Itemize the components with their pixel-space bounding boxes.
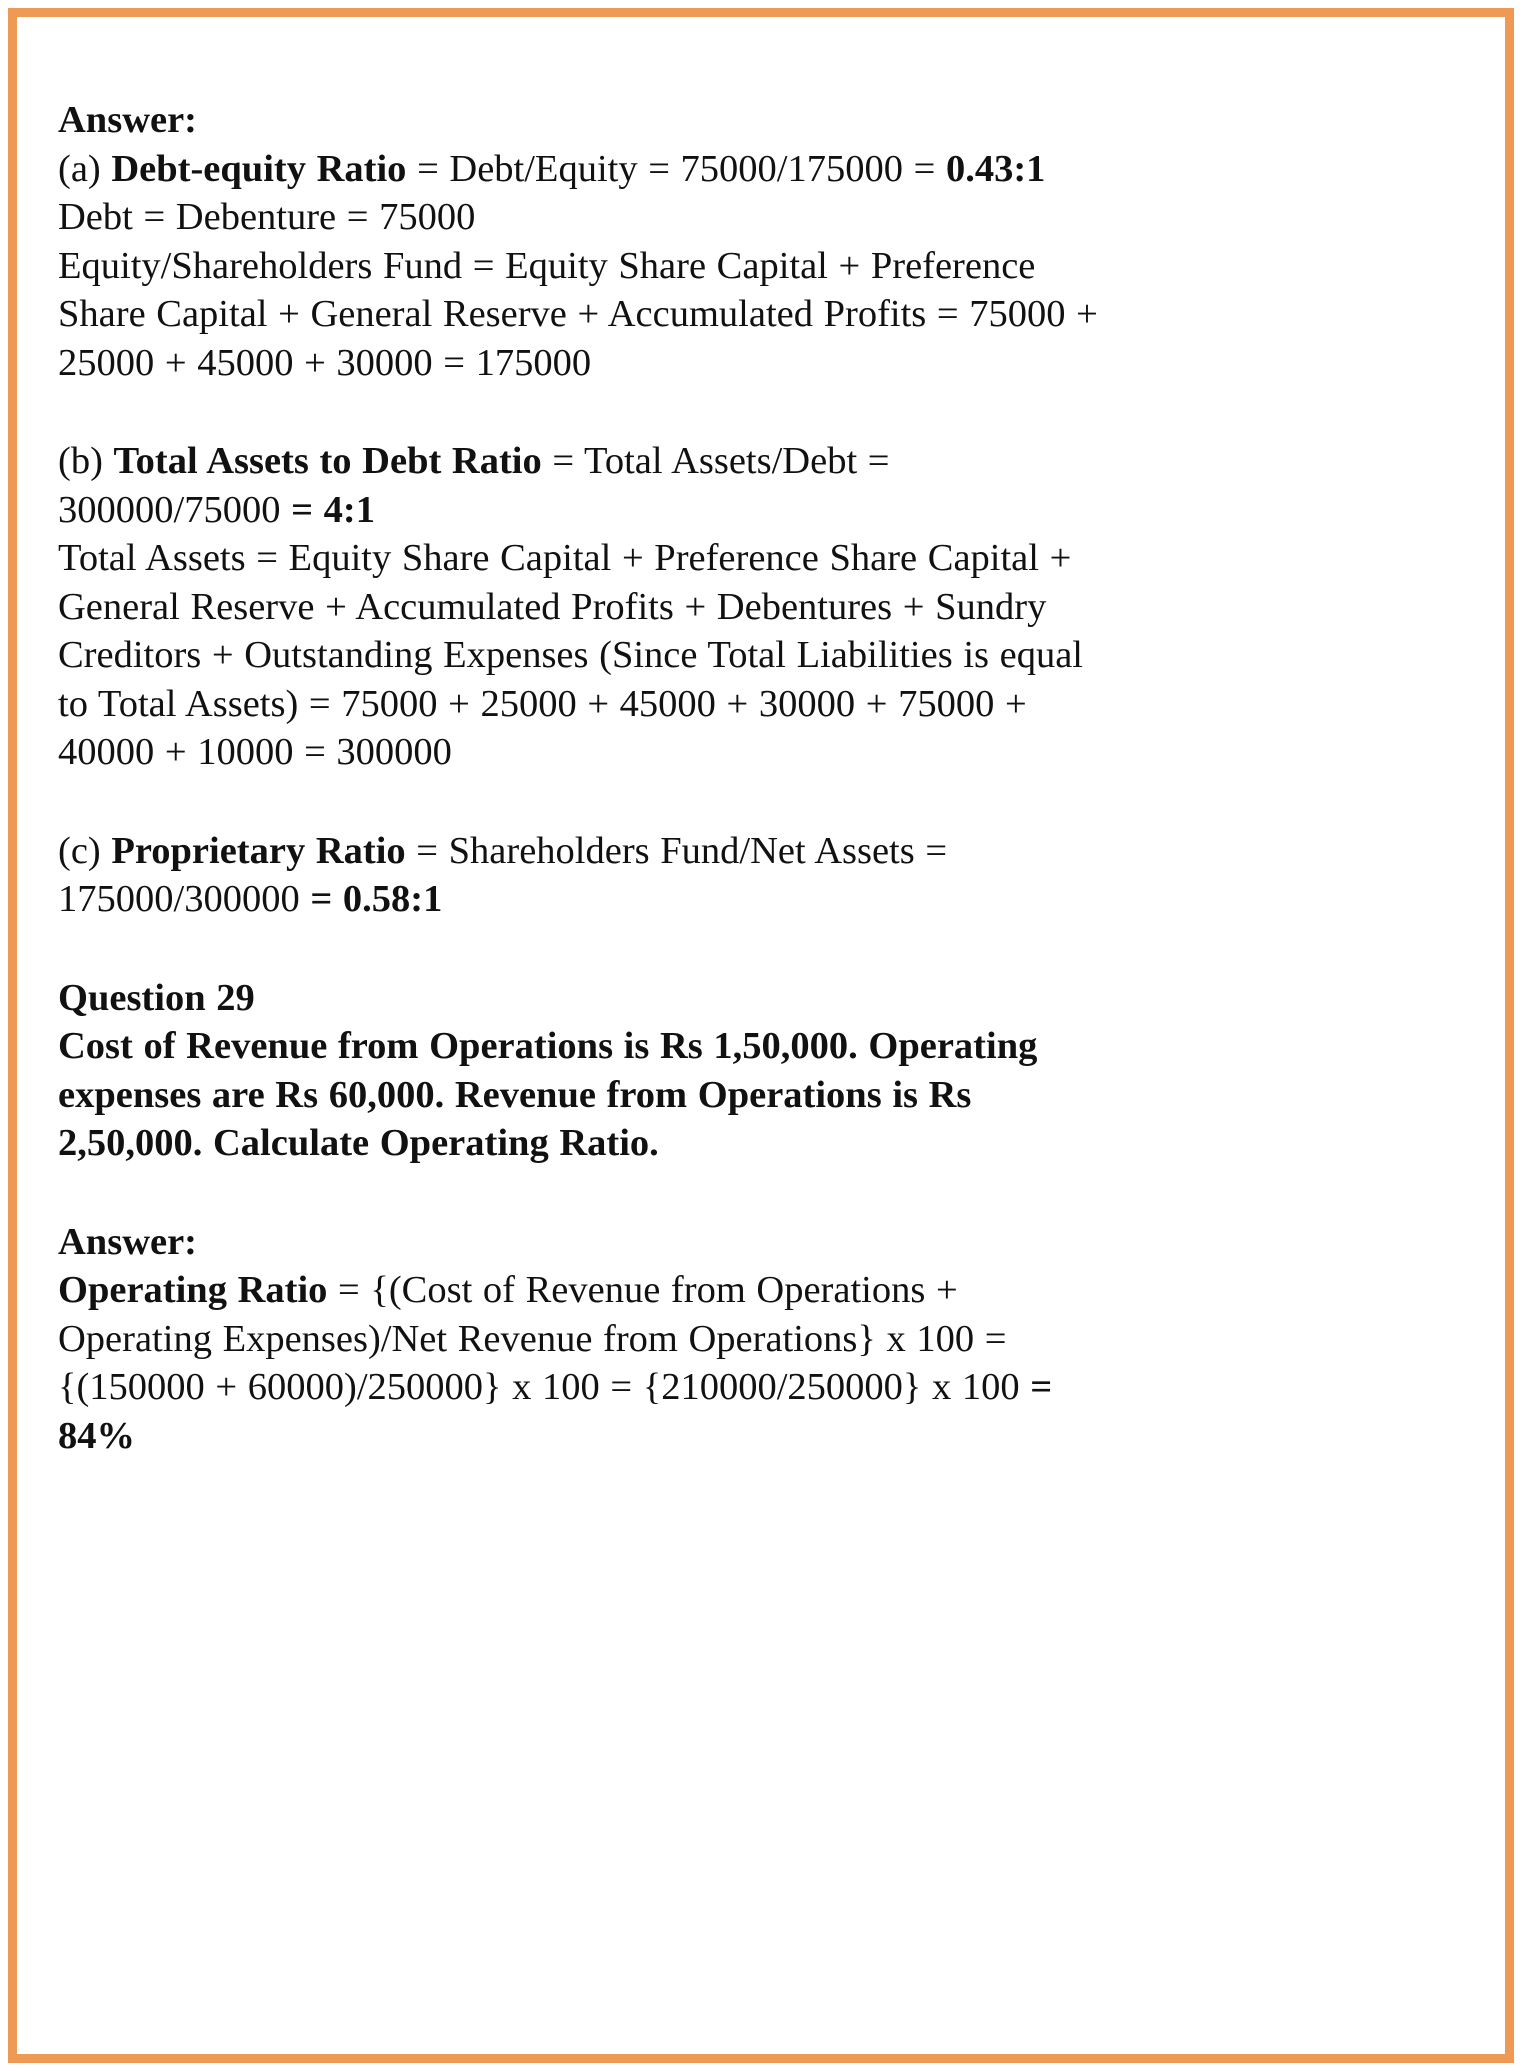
text-segment: = 0.58:1 xyxy=(310,878,443,920)
text-segment: Debt = Debenture = 75000 xyxy=(58,196,476,238)
text-segment: (c) xyxy=(58,829,112,872)
text-segment: Answer: xyxy=(58,99,197,141)
text-segment: (a) xyxy=(58,147,112,190)
text-segment: Total Assets to Debt Ratio xyxy=(113,440,542,482)
total-assets-definition-line xyxy=(58,534,1100,777)
text-segment: (b) xyxy=(58,440,114,482)
section-question-29 xyxy=(58,974,1100,1168)
text-segment: = Debt/Equity = 75000/175000 = xyxy=(406,147,946,190)
text-segment: Proprietary Ratio xyxy=(111,829,406,872)
answer-heading xyxy=(58,96,1100,145)
answer-heading-2 xyxy=(58,1218,1100,1267)
text-segment: Cost of Revenue from Operations is Rs 1,50,000. Operating expenses are Rs 60,000. Revenue from Operations is Rs 2,50,000. Calculate Operating Ratio. xyxy=(58,1025,1038,1164)
question-29-body xyxy=(58,1022,1100,1168)
text-segment: Question 29 xyxy=(58,976,255,1019)
text-segment: Answer: xyxy=(58,1220,197,1263)
text-segment: Equity/Shareholders Fund = Equity Share Capital + Preference Share Capital + General Reserve + Accumulated Profits = 75000 + 25000 + 45000 + 30000 = 175000 xyxy=(58,244,1098,384)
debt-equity-ratio-line xyxy=(58,145,1100,194)
proprietary-ratio-line xyxy=(58,827,1100,924)
section-part-c xyxy=(58,827,1100,924)
text-segment: Debt-equity Ratio xyxy=(111,147,407,190)
debt-definition-line xyxy=(58,193,1100,242)
text-segment: = {(Cost of Revenue from Operations + Operating Expenses)/Net Revenue from Operations} x 100 = {(150000 + 60000)/250000} x 100 = {210000/250000} x 100 xyxy=(58,1269,1031,1408)
total-assets-to-debt-ratio-line xyxy=(58,437,1100,534)
section-answer-q29 xyxy=(58,1218,1100,1461)
section-answer-q28 xyxy=(58,96,1100,387)
text-segment: Operating Ratio xyxy=(58,1269,328,1311)
text-segment: = Shareholders Fund/Net Assets = 175000/300000 xyxy=(58,829,948,920)
text-segment: = 84% xyxy=(58,1366,1053,1457)
section-part-b xyxy=(58,437,1100,777)
question-29-heading xyxy=(58,974,1100,1023)
equity-definition-line xyxy=(58,242,1100,388)
document-content xyxy=(58,96,1100,1460)
text-segment: Total Assets = Equity Share Capital + Preference Share Capital + General Reserve + Accumulated Profits + Debentures + Sundry Creditors + Outstanding Expenses (Since Total Liabilities is equal to Total Assets) = 75000 + 25000 + 45000 + 30000 + 75000 + 40000 + 10000 = 300000 xyxy=(58,537,1083,773)
text-segment: = 4:1 xyxy=(291,488,375,531)
text-segment: 0.43:1 xyxy=(945,147,1046,190)
operating-ratio-line xyxy=(58,1266,1100,1460)
text-segment: = Total Assets/Debt = 300000/75000 xyxy=(58,440,890,531)
